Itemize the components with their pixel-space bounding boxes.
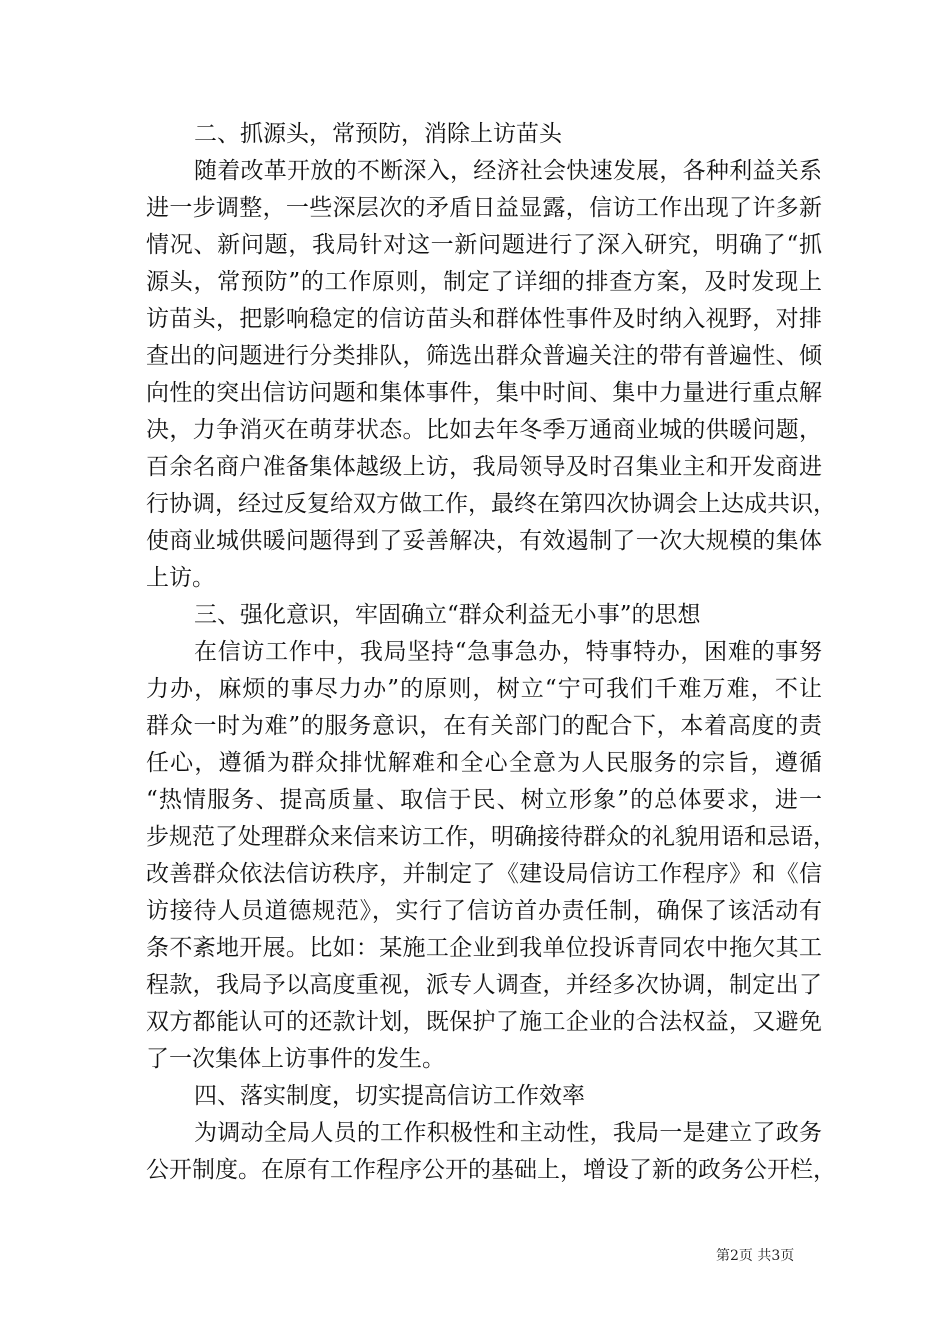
paragraph-line: 访苗头，把影响稳定的信访苗头和群体性事件及时纳入视野，对排 [146, 306, 822, 332]
paragraph-line: 决，力争消灭在萌芽状态。比如去年冬季万通商业城的供暖问题， [146, 417, 822, 443]
paragraph-line: 上访。 [146, 565, 215, 591]
paragraph-line: 百余名商户准备集体越级上访，我局领导及时召集业主和开发商进 [146, 454, 822, 480]
paragraph-line: 了一次集体上访事件的发生。 [146, 1046, 445, 1072]
paragraph-first-line: 四、落实制度，切实提高信访工作效率 [194, 1083, 585, 1109]
paragraph-line: 步规范了处理群众来信来访工作，明确接待群众的礼貌用语和忌语， [146, 824, 836, 850]
document-body [146, 116, 836, 1189]
paragraph-line: 使商业城供暖问题得到了妥善解决，有效遏制了一次大规模的集体 [146, 528, 822, 554]
paragraph-line: 双方都能认可的还款计划，既保护了施工企业的合法权益，又避免 [146, 1009, 822, 1035]
paragraph-line: 向性的突出信访问题和集体事件，集中时间、集中力量进行重点解 [146, 380, 822, 406]
paragraph-line: 群众一时为难”的服务意识，在有关部门的配合下，本着高度的责 [146, 713, 822, 739]
paragraph-line: 力办，麻烦的事尽力办”的原则，树立“宁可我们千难万难，不让 [146, 676, 822, 702]
paragraph-first-line: 为调动全局人员的工作积极性和主动性，我局一是建立了政务 [194, 1120, 822, 1146]
paragraph-line: 条不紊地开展。比如：某施工企业到我单位投诉青同农中拖欠其工 [146, 935, 822, 961]
paragraph-line: 源头，常预防”的工作原则，制定了详细的排查方案，及时发现上 [146, 269, 822, 295]
paragraph-line: 任心，遵循为群众排忧解难和全心全意为人民服务的宗旨，遵循 [146, 750, 822, 776]
paragraph-line: “热情服务、提高质量、取信于民、树立形象”的总体要求，进一 [146, 787, 822, 813]
paragraph-line: 进一步调整，一些深层次的矛盾日益显露，信访工作出现了许多新 [146, 195, 822, 221]
paragraph-first-line: 三、强化意识，牢固确立“群众利益无小事”的思想 [194, 602, 701, 628]
paragraph-line: 行协调，经过反复给双方做工作，最终在第四次协调会上达成共识， [146, 491, 836, 517]
paragraph-line: 程款，我局予以高度重视，派专人调查，并经多次协调，制定出了 [146, 972, 822, 998]
paragraph-line: 查出的问题进行分类排队，筛选出群众普遍关注的带有普遍性、倾 [146, 343, 822, 369]
paragraph-first-line: 随着改革开放的不断深入，经济社会快速发展，各种利益关系 [194, 158, 822, 184]
paragraph-line: 公开制度。在原有工作程序公开的基础上，增设了新的政务公开栏， [146, 1157, 836, 1183]
page-number: 第2页 共3页 [716, 1248, 795, 1264]
paragraph-line: 情况、新问题，我局针对这一新问题进行了深入研究，明确了“抓 [146, 232, 822, 258]
paragraph-line: 访接待人员道德规范》，实行了信访首办责任制，确保了该活动有 [146, 898, 822, 924]
paragraph-line: 改善群众依法信访秩序，并制定了《建设局信访工作程序》和《信 [146, 861, 822, 887]
paragraph-first-line: 二、抓源头，常预防，消除上访苗头 [194, 121, 562, 147]
paragraph-first-line: 在信访工作中，我局坚持“急事急办，特事特办，困难的事努 [194, 639, 822, 665]
